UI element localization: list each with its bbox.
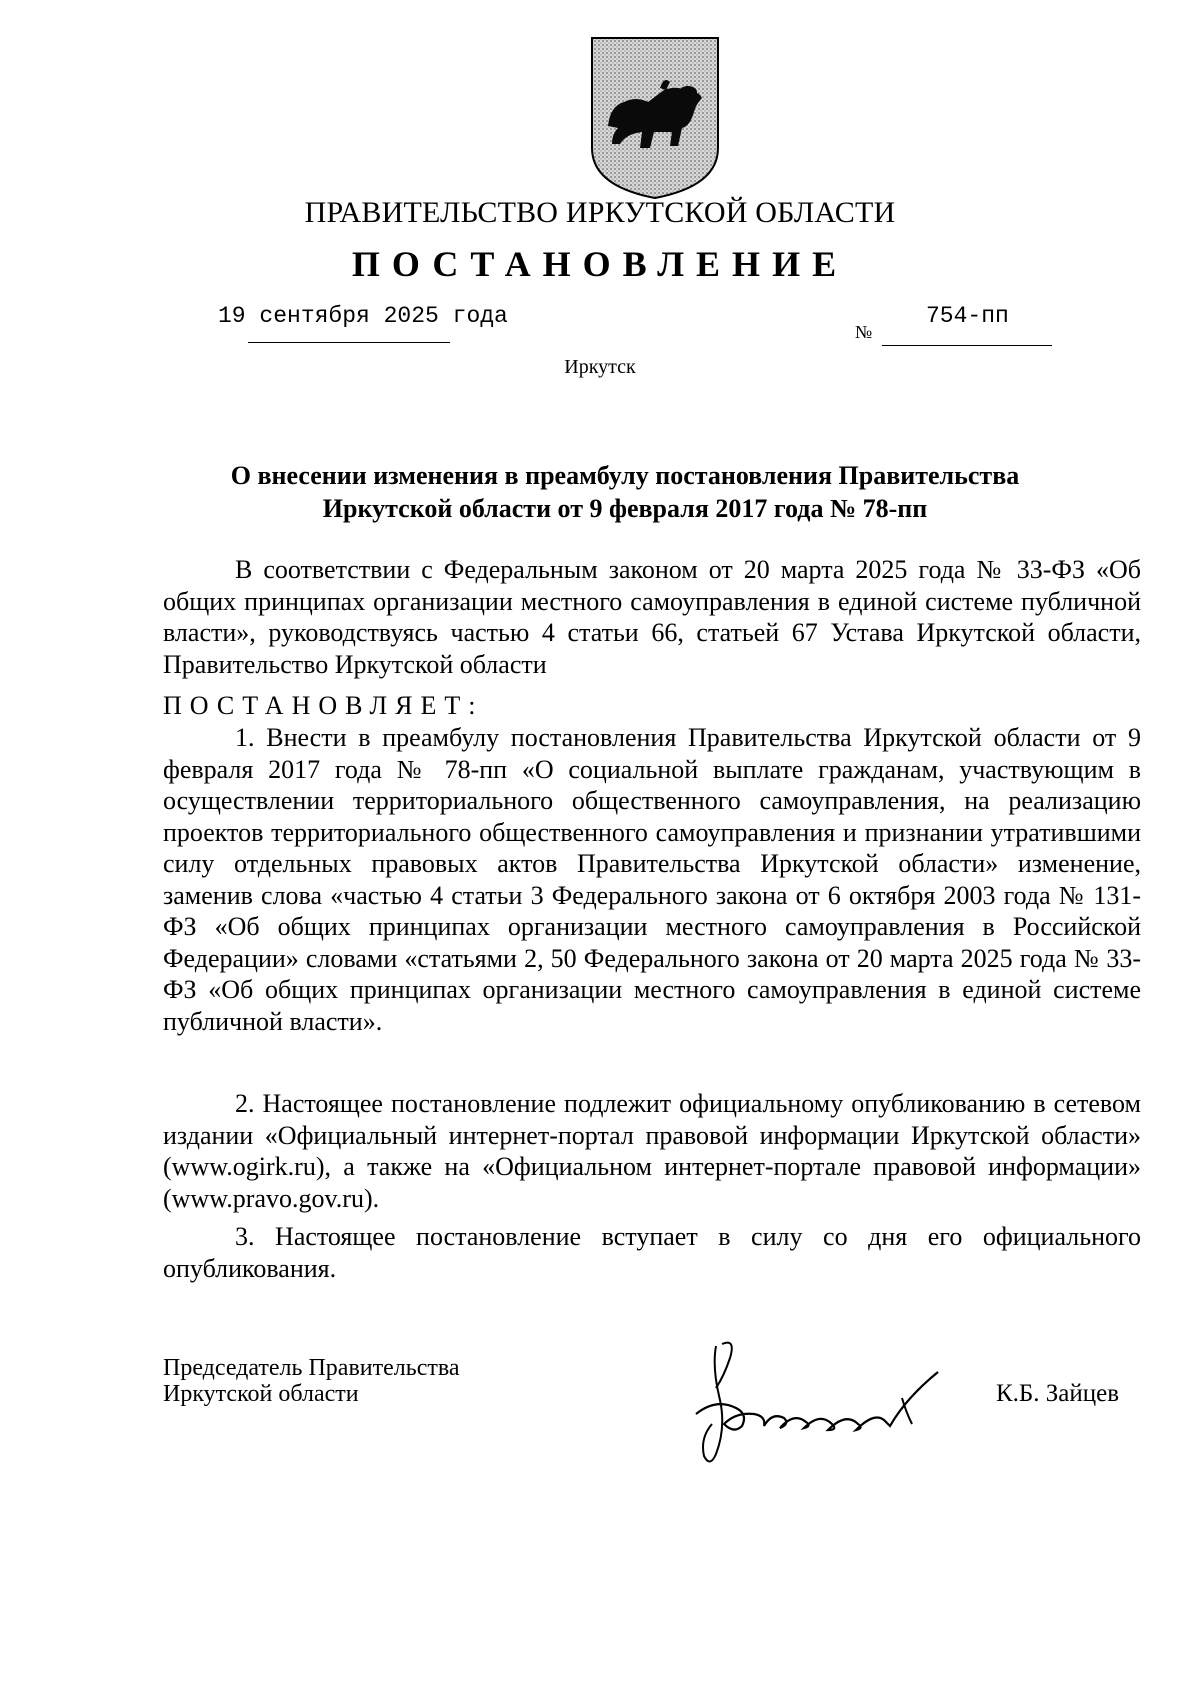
position-line: Председатель Правительства — [163, 1355, 460, 1381]
coat-of-arms-icon — [590, 36, 720, 200]
document-number: 754-пп — [926, 303, 1009, 329]
date-underline — [248, 342, 450, 343]
organization-name: ПРАВИТЕЛЬСТВО ИРКУТСКОЙ ОБЛАСТИ — [304, 196, 896, 229]
title-line: О внесении изменения в преамбулу постановления Правительства — [230, 461, 1020, 490]
item-2-paragraph: 2. Настоящее постановление подлежит официальному опубликованию в сетевом издании «Официальный интернет-портал правовой информации Иркутской области» (www.ogirk.ru), а также на «Официальном интернет-портале правовой информации» (www.pravo.gov.ru). — [163, 1089, 1141, 1213]
signatory-name: К.Б. Зайцев — [996, 1380, 1120, 1407]
document-type: ПОСТАНОВЛЕНИЕ — [351, 244, 849, 284]
number-sign: № — [855, 322, 873, 342]
document-title — [150, 459, 1100, 525]
item-1-paragraph: 1. Внести в преамбулу постановления Правительства Иркутской области от 9 февраля 2017 года № 78-пп «О социальной выплате гражданам, участвующим в осуществлении территориального общественного самоуправления, на реализацию проектов территориального общественного самоуправления и признании утратившими силу отдельных правовых актов Правительства Иркутской области» изменение, заменив слова «частью 4 статьи 3 Федерального закона от 6 октября 2003 года № 131-ФЗ «Об общих принципах организации местного самоуправления в Российской Федерации» словами «статьями 2, 50 Федерального закона от 20 марта 2025 года № 33-ФЗ «Об общих принципах организации местного самоуправления в единой системе публичной власти». — [163, 723, 1141, 1036]
document-date: 19 сентября 2025 года — [218, 303, 508, 329]
signature-icon — [676, 1328, 966, 1470]
title-line: Иркутской области от 9 февраля 2017 года № 78-пп — [322, 494, 928, 523]
decree-word: ПОСТАНОВЛЯЕТ: — [163, 691, 484, 720]
preamble-paragraph: В соответствии с Федеральным законом от 20 марта 2025 года № 33-ФЗ «Об общих принципах организации местного самоуправления в единой системе публичной власти», руководствуясь частью 4 статьи 66, статьей 67 Устава Иркутской области, Правительство Иркутской области — [163, 555, 1141, 679]
city-name: Иркутск — [564, 356, 636, 378]
item-3-paragraph: 3. Настоящее постановление вступает в силу со дня его официального опубликования. — [163, 1222, 1141, 1283]
number-underline — [882, 345, 1052, 346]
position-line: Иркутской области — [163, 1381, 359, 1407]
signatory-position — [163, 1355, 460, 1407]
